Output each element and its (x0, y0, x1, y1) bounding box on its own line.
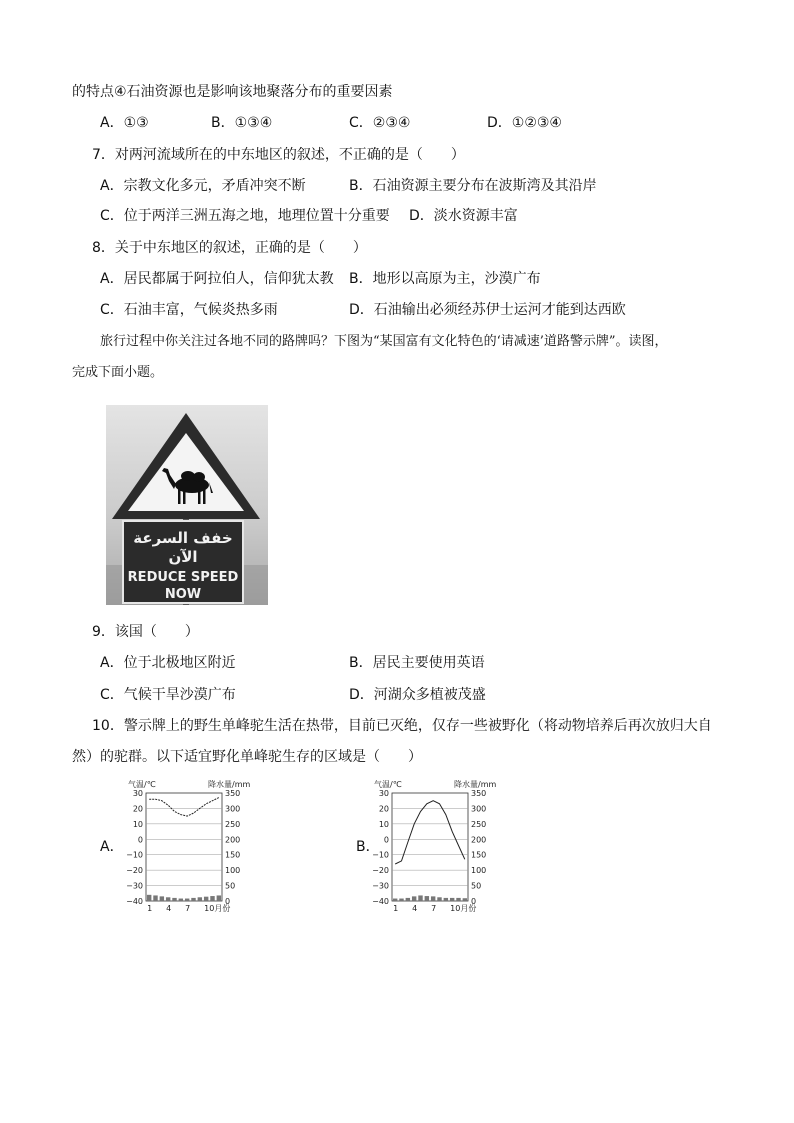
q8-option-b: B．地形以高原为主，沙漠广布 (349, 271, 541, 287)
precip-bar (210, 896, 214, 901)
precip-bar (179, 899, 183, 901)
q10-stem-line-2: 然）的驼群。以下适宜野化单峰驼生存的区域是（ ） (72, 749, 422, 765)
q10-option-b: B． (356, 839, 380, 855)
sign-english-line-2: NOW (164, 587, 202, 602)
chart-b-grid (392, 793, 468, 901)
q8-option-c: C．石油丰富，气候炎热多雨 (100, 302, 278, 318)
q6-option-b: B．①③④ (211, 115, 273, 131)
precip-bar (425, 896, 429, 901)
precip-bar (198, 897, 202, 901)
temp-tick-label: −30 (126, 881, 143, 891)
q6-option-a: A．①③ (100, 115, 149, 131)
climate-chart-a (124, 775, 254, 915)
q9-option-a: A．位于北极地区附近 (100, 655, 236, 671)
precip-tick-label: 300 (471, 804, 487, 814)
temp-tick-label: −30 (372, 881, 389, 891)
sign-arabic-line-2: الآن (168, 548, 198, 566)
chart-a-temperature-line (149, 798, 219, 817)
precip-tick-label: 200 (471, 835, 487, 845)
month-tick-label: 4 (412, 904, 418, 913)
q10-stem-line-1: 10．警示牌上的野生单峰驼生活在热带，目前已灭绝，仅存一些被野化（将动物培养后再次放归大自 (92, 718, 712, 734)
q7-option-a: A．宗教文化多元，矛盾冲突不断 (100, 178, 306, 194)
precip-tick-label: 50 (471, 881, 482, 891)
q9-option-c: C．气候干旱沙漠广布 (100, 687, 236, 703)
temp-tick-label: −10 (126, 850, 143, 860)
precip-bar (204, 897, 208, 901)
temp-tick-label: 20 (132, 804, 143, 814)
precip-bar (185, 899, 189, 901)
month-tick-label: 7 (185, 904, 191, 913)
month-tick-label: 10月份 (204, 904, 231, 913)
precip-bar (431, 896, 435, 901)
q8-option-a: A．居民都属于阿拉伯人，信仰犹太教 (100, 271, 334, 287)
month-tick-label: 4 (166, 904, 172, 913)
precip-bar (166, 897, 170, 901)
precip-bar (437, 897, 441, 901)
temp-tick-label: −10 (372, 850, 389, 860)
precip-bar (393, 899, 397, 901)
precip-tick-label: 250 (225, 819, 241, 829)
precip-tick-label: 200 (225, 835, 241, 845)
temp-tick-label: 10 (132, 819, 143, 829)
passage-line-2: 完成下面小题。 (72, 365, 164, 380)
q7-stem: 7．对两河流域所在的中东地区的叙述，不正确的是（ ） (92, 147, 465, 163)
q9-option-d: D．河湖众多植被茂盛 (349, 687, 486, 703)
precip-bar (191, 898, 195, 901)
chart-b-temp-ticks (372, 789, 389, 906)
precip-tick-label: 50 (225, 881, 236, 891)
chart-b-precip-ticks (471, 789, 486, 906)
q6-option-d: D．①②③④ (487, 115, 562, 131)
temp-tick-label: −40 (372, 897, 389, 906)
chart-a-left-axis-title: 气温/℃ (128, 780, 156, 789)
precip-bar (456, 898, 460, 901)
precip-bar (172, 898, 176, 901)
month-tick-label: 7 (431, 904, 437, 913)
temp-tick-label: 20 (378, 804, 389, 814)
precip-tick-label: 100 (225, 866, 241, 876)
q9-stem: 9．该国（ ） (92, 624, 199, 640)
precip-tick-label: 0 (471, 897, 477, 906)
q8-stem: 8．关于中东地区的叙述，正确的是（ ） (92, 240, 367, 256)
chart-a-grid (146, 793, 222, 901)
precip-bar (444, 898, 448, 901)
temp-tick-label: 0 (137, 835, 143, 845)
temp-tick-label: −40 (126, 897, 143, 906)
sign-arabic-line-1: خفف السرعة (133, 529, 233, 547)
temp-tick-label: −20 (372, 866, 389, 876)
temp-tick-label: −20 (126, 866, 143, 876)
chart-a-precip-bars (147, 895, 221, 901)
precip-tick-label: 0 (225, 897, 231, 906)
precip-tick-label: 250 (471, 819, 487, 829)
sign-english-line-1: REDUCE SPEED (127, 570, 239, 585)
chart-a-right-axis-title: 降水量/mm (208, 780, 251, 789)
precip-bar (217, 895, 221, 901)
precip-bar (153, 895, 157, 901)
precip-bar (418, 895, 422, 901)
precip-bar (463, 898, 467, 901)
chart-a-temp-ticks (126, 789, 143, 906)
precip-bar (399, 899, 403, 901)
precip-bar (406, 898, 410, 901)
q7-option-b: B．石油资源主要分布在波斯湾及其沿岸 (349, 178, 597, 194)
chart-a-month-ticks (147, 903, 230, 913)
month-tick-label: 1 (393, 904, 399, 913)
precip-tick-label: 100 (471, 866, 487, 876)
temp-tick-label: 10 (378, 819, 389, 829)
precip-tick-label: 300 (225, 804, 241, 814)
q7-option-d: D．淡水资源丰富 (409, 208, 518, 224)
precip-bar (412, 896, 416, 901)
precip-bar (160, 896, 164, 901)
precip-tick-label: 350 (225, 789, 241, 798)
q10-option-a: A． (100, 839, 124, 855)
climate-chart-b (370, 775, 500, 915)
q6-option-c: C．②③④ (349, 115, 411, 131)
precip-tick-label: 150 (225, 850, 241, 860)
q7-option-c: C．位于两洋三洲五海之地，地理位置十分重要 (100, 208, 390, 224)
precip-bar (147, 895, 151, 901)
temp-tick-label: 30 (378, 789, 389, 798)
q9-option-b: B．居民主要使用英语 (349, 655, 485, 671)
chart-a-precip-ticks (225, 789, 240, 906)
chart-b-precip-bars (393, 895, 467, 901)
chart-b-month-ticks (393, 903, 476, 913)
precip-tick-label: 150 (471, 850, 487, 860)
road-sign-photo (106, 405, 268, 605)
temp-tick-label: 30 (132, 789, 143, 798)
chart-b-left-axis-title: 气温/℃ (374, 780, 402, 789)
q8-option-d: D．石油输出必须经苏伊士运河才能到达西欧 (349, 302, 626, 318)
plot-frame (392, 793, 468, 901)
plot-frame (146, 793, 222, 901)
month-tick-label: 1 (147, 904, 153, 913)
month-tick-label: 10月份 (450, 904, 477, 913)
temp-tick-label: 0 (383, 835, 389, 845)
lead-line: 的特点④石油资源也是影响该地聚落分布的重要因素 (72, 84, 393, 100)
passage-line-1: 旅行过程中你关注过各地不同的路牌吗？下图为“某国富有文化特色的‘请减速’道路警示牌”。读图， (100, 334, 668, 349)
chart-b-right-axis-title: 降水量/mm (454, 780, 497, 789)
precip-tick-label: 350 (471, 789, 487, 798)
precip-bar (450, 898, 454, 901)
